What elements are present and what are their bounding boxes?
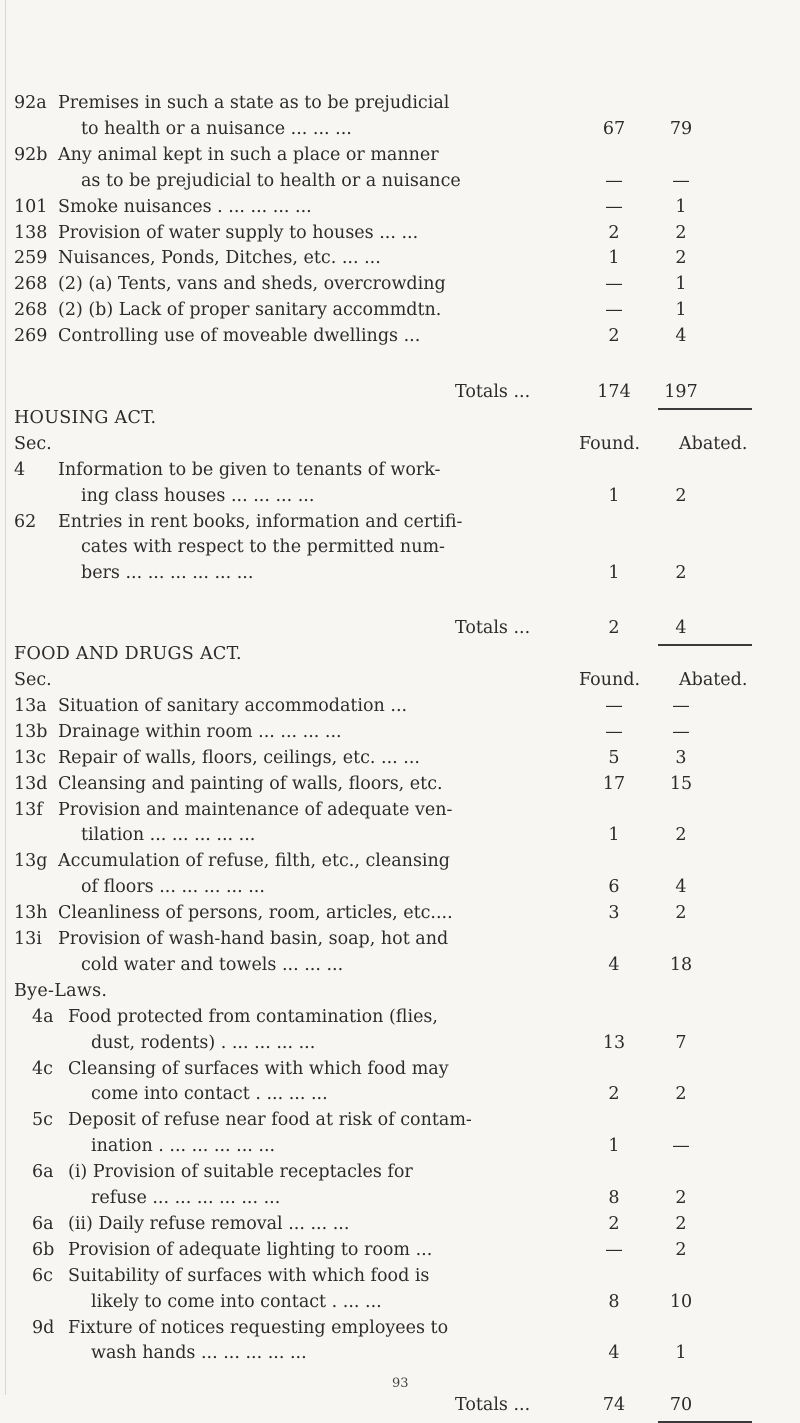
section-code: 13d	[14, 773, 48, 794]
abated-value: 7	[675, 1032, 687, 1053]
row-text-line: Provision of wash-hand basin, soap, hot and	[58, 929, 449, 949]
total-abated: 70	[669, 1395, 693, 1416]
abated-value: 2	[675, 1213, 687, 1234]
abated-value: —	[672, 695, 690, 716]
found-value: 6	[608, 877, 620, 898]
page-edge-line	[5, 0, 6, 1395]
row-text-line: as to be prejudicial to health or a nuisance	[81, 170, 461, 191]
section-code: 13g	[14, 851, 48, 872]
abated-value: 2	[675, 563, 687, 584]
row-text-line: refuse ... ... ... ... ... ...	[91, 1188, 281, 1208]
row-text-line: cates with respect to the permitted num-	[81, 537, 445, 558]
abated-value: —	[672, 721, 690, 742]
total-found: 174	[597, 382, 631, 402]
row-text-line: Provision of water supply to houses ... ...	[58, 222, 419, 243]
row-text-line: (2) (a) Tents, vans and sheds, overcrowding	[58, 274, 446, 295]
row-text-line: Entries in rent books, information and certifi-	[58, 511, 463, 532]
row-text-line: wash hands ... ... ... ... ...	[91, 1343, 307, 1364]
abated-value: 2	[675, 825, 687, 846]
abated-value: —	[672, 1136, 690, 1157]
found-value: —	[605, 1239, 623, 1260]
column-header-abated: Abated.	[679, 670, 748, 690]
row-text-line: dust, rodents) . ... ... ... ...	[91, 1032, 316, 1053]
found-value: —	[605, 300, 623, 321]
found-value: 67	[602, 118, 626, 139]
section-code: 13h	[14, 903, 48, 924]
section-code: 4c	[32, 1058, 53, 1079]
row-text-line: Situation of sanitary accommodation ...	[58, 695, 408, 716]
column-header-found: Found.	[579, 670, 641, 690]
section-heading: FOOD AND DRUGS ACT.	[14, 644, 242, 665]
found-value: 1	[608, 1136, 620, 1157]
row-text-line: Suitability of surfaces with which food is	[68, 1265, 430, 1286]
row-text-line: Controlling use of moveable dwellings ...	[58, 326, 421, 347]
row-text-line: (2) (b) Lack of proper sanitary accommdtn.	[58, 300, 442, 321]
section-code: 62	[14, 511, 37, 532]
abated-value: 1	[675, 196, 687, 217]
section-code: 268	[14, 300, 48, 321]
found-value: 3	[608, 903, 620, 924]
abated-value: 1	[675, 1343, 687, 1364]
row-text-line: to health or a nuisance ... ... ...	[81, 118, 352, 139]
column-header-found: Found.	[579, 433, 641, 454]
total-found: 74	[602, 1395, 626, 1416]
abated-value: 2	[675, 1239, 687, 1260]
total-abated: 4	[675, 618, 687, 639]
found-value: —	[605, 721, 623, 742]
abated-value: 2	[675, 903, 687, 924]
row-text-line: of floors ... ... ... ... ...	[81, 877, 265, 898]
found-value: 1	[608, 825, 620, 846]
abated-value: 1	[675, 274, 687, 295]
section-code: 138	[14, 222, 48, 243]
section-code: 259	[14, 248, 48, 269]
row-text-line: Food protected from contamination (flies,	[68, 1006, 438, 1027]
row-text-line: Cleansing of surfaces with which food may	[68, 1058, 449, 1079]
row-text-line: (ii) Daily refuse removal ... ... ...	[68, 1213, 350, 1234]
row-text-line: Cleansing and painting of walls, floors, etc.	[58, 773, 443, 794]
found-value: 1	[608, 248, 620, 269]
row-text-line: Cleanliness of persons, room, articles, etc....	[58, 903, 453, 924]
row-text-line: come into contact . ... ... ...	[91, 1084, 328, 1105]
byelaws-heading: Bye-Laws.	[14, 980, 108, 1001]
abated-value: 79	[669, 118, 693, 139]
abated-value: 10	[669, 1291, 693, 1312]
section-code: 13c	[14, 747, 47, 768]
row-text-line: ination . ... ... ... ... ...	[91, 1136, 276, 1157]
section-code: 13f	[14, 799, 43, 820]
section-code: 269	[14, 326, 48, 347]
abated-value: —	[672, 170, 690, 191]
section-code: 92a	[14, 93, 47, 113]
found-value: 8	[608, 1291, 620, 1312]
abated-value: 2	[675, 485, 687, 506]
found-value: —	[605, 695, 623, 716]
total-abated: 197	[664, 382, 698, 402]
row-text-line: likely to come into contact . ... ...	[91, 1291, 382, 1312]
found-value: 2	[608, 222, 620, 243]
found-value: 13	[602, 1032, 626, 1053]
row-text-line: ing class houses ... ... ... ...	[81, 485, 315, 506]
totals-label: Totals ...	[455, 618, 531, 639]
found-value: —	[605, 196, 623, 217]
section-code: 92b	[14, 144, 48, 165]
row-text-line: Fixture of notices requesting employees to	[68, 1317, 449, 1338]
found-value: 2	[608, 326, 620, 347]
column-header-abated: Abated.	[679, 433, 748, 454]
section-code: 4	[14, 459, 26, 480]
section-code: 5c	[32, 1110, 53, 1131]
sec-label: Sec.	[14, 433, 52, 454]
found-value: 1	[608, 485, 620, 506]
totals-rule	[658, 408, 752, 410]
row-text-line: cold water and towels ... ... ...	[81, 954, 344, 975]
section-code: 13b	[14, 721, 48, 742]
row-text-line: (i) Provision of suitable receptacles for	[68, 1162, 413, 1183]
totals-label: Totals ...	[455, 1395, 531, 1416]
abated-value: 1	[675, 300, 687, 321]
row-text-line: Deposit of refuse near food at risk of contam-	[68, 1110, 472, 1131]
abated-value: 15	[669, 773, 693, 794]
row-text-line: Repair of walls, floors, ceilings, etc. ... ...	[58, 747, 420, 768]
found-value: —	[605, 170, 623, 191]
abated-value: 18	[669, 954, 693, 975]
section-code: 268	[14, 274, 48, 295]
section-code: 9d	[32, 1317, 55, 1338]
section-code: 13a	[14, 695, 47, 716]
row-text-line: Provision and maintenance of adequate ven-	[58, 799, 453, 820]
row-text-line: bers ... ... ... ... ... ...	[81, 563, 254, 584]
found-value: 2	[608, 1213, 620, 1234]
row-text-line: Provision of adequate lighting to room ...	[68, 1239, 433, 1260]
found-value: 5	[608, 747, 620, 768]
row-text-line: Smoke nuisances . ... ... ... ...	[58, 196, 312, 217]
abated-value: 2	[675, 222, 687, 243]
found-value: —	[605, 274, 623, 295]
row-text-line: Accumulation of refuse, filth, etc., cleansing	[58, 851, 450, 872]
section-code: 6a	[32, 1162, 54, 1183]
found-value: 17	[602, 773, 626, 794]
row-text-line: Drainage within room ... ... ... ...	[58, 721, 342, 742]
found-value: 1	[608, 563, 620, 584]
found-value: 4	[608, 954, 620, 975]
totals-label: Totals ...	[455, 382, 531, 402]
totals-rule	[658, 644, 752, 646]
section-code: 6c	[32, 1265, 53, 1286]
found-value: 4	[608, 1343, 620, 1364]
section-code: 101	[14, 196, 48, 217]
abated-value: 2	[675, 1084, 687, 1105]
section-code: 4a	[32, 1006, 54, 1027]
row-text-line: Premises in such a state as to be prejudicial	[58, 93, 450, 113]
section-code: 6b	[32, 1239, 55, 1260]
abated-value: 2	[675, 248, 687, 269]
row-text-line: Information to be given to tenants of work-	[58, 459, 441, 480]
abated-value: 2	[675, 1188, 687, 1208]
section-code: 13i	[14, 929, 42, 949]
row-text-line: tilation ... ... ... ... ...	[81, 825, 256, 846]
page-number: 93	[392, 1376, 409, 1391]
row-text-line: Any animal kept in such a place or manner	[58, 144, 439, 165]
abated-value: 4	[675, 326, 687, 347]
section-code: 6a	[32, 1213, 54, 1234]
sec-label: Sec.	[14, 670, 52, 690]
abated-value: 4	[675, 877, 687, 898]
section-heading: HOUSING ACT.	[14, 407, 157, 428]
found-value: 2	[608, 1084, 620, 1105]
found-value: 8	[608, 1188, 620, 1208]
total-found: 2	[608, 618, 620, 639]
abated-value: 3	[675, 747, 687, 768]
row-text-line: Nuisances, Ponds, Ditches, etc. ... ...	[58, 248, 381, 269]
